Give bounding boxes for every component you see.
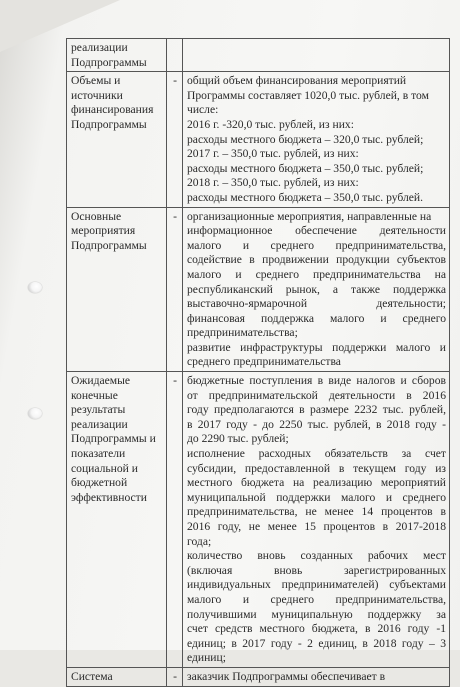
row-label-cell <box>67 39 167 72</box>
row-content-line: развитие инфраструктуры поддержки малого и <box>187 340 446 354</box>
row-label-line: конечные <box>71 388 118 402</box>
row-content-line: предпринимательства; <box>187 326 298 340</box>
row-label-line: источники <box>71 88 123 102</box>
row-content-line: количество вновь созданных рабочих мест <box>187 549 446 563</box>
row-content-line: в 2017 году - до 2250 тыс. рублей, в 2018 году - <box>187 417 446 431</box>
row-label-line: реализации <box>71 417 128 431</box>
dash-mark: - <box>173 209 177 223</box>
row-label-line: Подпрограммы <box>71 238 147 252</box>
row-label-line: Подпрограммы и <box>71 432 156 446</box>
row-label-line: эффективности <box>71 490 147 504</box>
dash-cell <box>167 207 183 372</box>
row-label-line: Основные <box>71 209 122 223</box>
binder-hole-icon <box>28 282 42 293</box>
passport-table <box>66 38 450 687</box>
row-content-line: общий объем финансирования мероприятий <box>187 74 407 88</box>
row-label-cell <box>67 372 167 668</box>
row-content-line: организационные мероприятия, направленные на <box>187 209 432 223</box>
row-content-line: содействие в продвижении продукции субъектов <box>187 253 446 267</box>
table-row <box>67 39 450 72</box>
row-label-line: Подпрограммы <box>71 117 147 131</box>
table-body <box>67 39 450 687</box>
row-content-line: индивидуальных предпринимателей) субъектами <box>187 578 446 592</box>
row-content-line: года; <box>187 534 212 548</box>
row-content-line: единиц; <box>187 651 226 665</box>
row-content-line: расходы местного бюджета – 320,0 тыс. рублей; <box>187 132 424 146</box>
row-content-cell <box>183 207 450 372</box>
row-content-line: от предпринимательской деятельности в 2016 <box>187 388 446 402</box>
dash-cell <box>167 372 183 668</box>
row-content-line: финансовая поддержка малого и среднего <box>187 311 446 325</box>
row-content-line: 2016 г. -320,0 тыс. рублей, из них: <box>187 117 354 131</box>
row-content-line: Программы составляет 1020,0 тыс. рублей, в том <box>187 88 429 102</box>
row-label-line: бюджетной <box>71 476 128 490</box>
row-content-line: исполнение расходных обязательств за счет <box>187 447 446 461</box>
row-content-line: малого и среднего предпринимательства, <box>187 592 446 606</box>
row-content-line: местного бюджета на реализацию мероприятий <box>187 476 446 490</box>
row-content-line: бюджетные поступления в виде налогов и сборов <box>187 374 446 388</box>
row-content-cell <box>183 39 450 72</box>
row-content-cell <box>183 72 450 207</box>
row-content-line: предпринимательства, не менее 14 процентов в <box>187 505 446 519</box>
row-content-line: субсидии, предоставленной в текущем году из <box>187 461 446 475</box>
dash-mark: - <box>173 669 177 683</box>
row-label-line: Подпрограммы <box>71 55 147 69</box>
row-content-line: 2016 году, не менее 15 процентов в 2017-2018 <box>187 520 446 533</box>
row-content-cell <box>183 372 450 668</box>
row-label-line: показатели <box>71 447 126 461</box>
row-label-cell <box>67 667 167 686</box>
row-label-cell <box>67 207 167 372</box>
row-label-line: реализации <box>71 41 128 54</box>
row-content-line: среднего предпринимательства <box>187 355 341 369</box>
dash-cell <box>167 667 183 686</box>
row-content-line: получившими муниципальную поддержку за <box>187 607 446 621</box>
row-label-line: Объемы и <box>71 74 121 88</box>
dash-cell <box>167 39 183 72</box>
row-content-line: (включая вновь зарегистрированных <box>187 563 446 577</box>
row-content-line: заказчик Подпрограммы обеспечивает в <box>187 669 386 683</box>
row-content-line: числе: <box>187 103 219 117</box>
row-content-line: выставочно-ярмарочной деятельности; <box>187 297 446 311</box>
row-content-line: счет средств местного бюджета, в 2016 году -1 <box>187 622 446 636</box>
row-content-line: расходы местного бюджета – 350,0 тыс. рублей. <box>187 190 424 204</box>
row-content-line: до 2290 тыс. рублей; <box>187 432 289 446</box>
table-row <box>67 372 450 668</box>
row-content-line: малого и среднего предпринимательства на <box>187 267 446 281</box>
row-content-line: единиц; в 2017 году - 2 единиц, в 2018 году – 3 <box>187 636 446 650</box>
row-content-line: муниципальной поддержки малого и среднего <box>187 490 446 504</box>
table-row <box>67 667 450 686</box>
dash-cell <box>167 72 183 207</box>
row-content-line: 2017 г. – 350,0 тыс. рублей, из них: <box>187 147 359 161</box>
row-label-line: Ожидаемые <box>71 374 131 388</box>
dash-mark: - <box>173 74 177 88</box>
row-content-line: республиканский рынок, а также поддержка <box>187 282 446 296</box>
row-content-line: году предполагаются в размере 2232 тыс. рублей, <box>187 403 446 417</box>
row-label-line: Система <box>71 669 113 683</box>
row-content-cell <box>183 667 450 686</box>
row-label-line: мероприятия <box>71 224 136 238</box>
table-row <box>67 72 450 207</box>
row-content-line: малого и среднего предпринимательства, <box>187 238 446 252</box>
row-content-line: расходы местного бюджета – 350,0 тыс. рублей; <box>187 161 424 175</box>
row-content-line: 2018 г. – 350,0 тыс. рублей, из них: <box>187 176 359 190</box>
row-label-line: результаты <box>71 403 126 417</box>
row-content-line: информационное обеспечение деятельности <box>187 224 446 238</box>
row-label-cell <box>67 72 167 207</box>
dash-mark: - <box>173 374 177 388</box>
binder-hole-icon <box>28 408 42 419</box>
row-label-line: финансирования <box>71 103 154 117</box>
table-row <box>67 207 450 372</box>
row-label-line: социальной и <box>71 461 138 475</box>
